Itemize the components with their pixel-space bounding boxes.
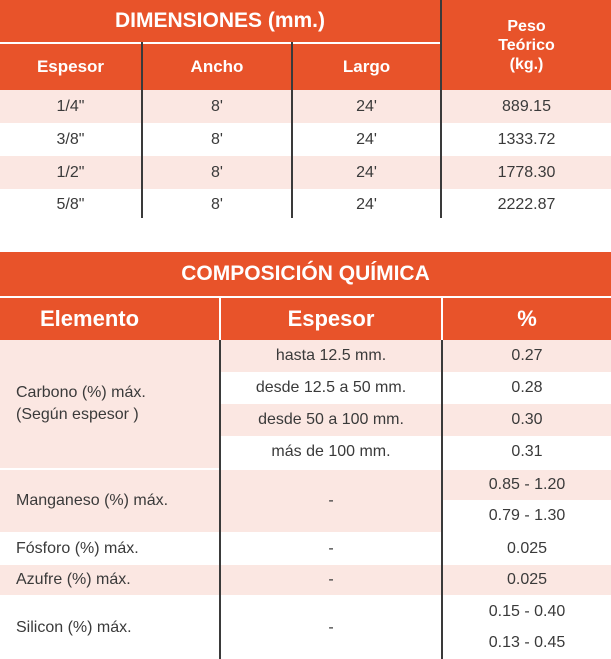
fosforo-label: Fósforo (%) máx. (16, 539, 139, 557)
table-cell: 0.31 (511, 443, 543, 460)
table-cell: 0.27 (511, 347, 543, 364)
composition-title: COMPOSICIÓN QUÍMICA (0, 252, 611, 296)
table-cell: 8' (211, 130, 223, 148)
carbono-label-line1: Carbono (%) máx. (16, 384, 146, 401)
weight-header-line2: Teórico (498, 36, 555, 54)
col-header-ancho: Ancho (143, 44, 291, 90)
table-cell: 24' (356, 130, 377, 148)
table-cell: - (328, 619, 334, 636)
table-cell: hasta 12.5 mm. (275, 347, 387, 364)
table-cell: 8' (211, 196, 223, 213)
table-cell: 0.025 (506, 539, 548, 557)
table-cell: 1/2" (56, 163, 85, 181)
carbono-label-line2: (Según espesor ) (16, 406, 139, 423)
col-header-espesor: Espesor (221, 298, 441, 340)
table-cell: 1/4" (56, 97, 85, 115)
table-cell: desde 12.5 a 50 mm. (255, 379, 407, 396)
table-cell: 24' (356, 196, 377, 213)
table-cell: 1778.30 (497, 163, 556, 181)
carbono-label (0, 340, 219, 468)
silicon-label: Silicon (%) máx. (16, 619, 132, 636)
table-cell: 0.28 (511, 379, 543, 396)
col-header-percent: % (443, 298, 611, 340)
azufre-label: Azufre (%) máx. (16, 571, 131, 588)
dimensions-table (0, 0, 611, 222)
col-header-largo: Largo (293, 44, 440, 90)
table-cell: desde 50 a 100 mm. (258, 411, 404, 428)
table-cell: 889.15 (502, 97, 551, 115)
table-cell: 5/8" (56, 196, 85, 213)
table-cell: 0.30 (511, 411, 543, 428)
col-header-espesor: Espesor (0, 44, 141, 90)
weight-header (442, 0, 611, 90)
table-cell: 1333.72 (497, 130, 556, 148)
table-cell: 0.13 - 0.45 (488, 634, 566, 651)
table-cell: - (328, 539, 334, 557)
dimensions-title: DIMENSIONES (mm.) (0, 0, 440, 42)
table-cell: 0.85 - 1.20 (488, 476, 566, 493)
table-cell: 0.79 - 1.30 (488, 507, 566, 524)
table-cell: 8' (211, 97, 223, 115)
table-cell: 0.15 - 0.40 (488, 603, 566, 620)
table-cell: 24' (356, 97, 377, 115)
table-cell: - (328, 492, 334, 509)
weight-header-line1: Peso (507, 17, 546, 35)
table-cell: 0.025 (506, 571, 548, 588)
table-cell: 3/8" (56, 130, 85, 148)
composition-table (0, 252, 611, 659)
table-cell: 2222.87 (497, 196, 556, 213)
manganeso-label: Manganeso (%) máx. (16, 492, 169, 509)
table-cell: - (328, 571, 334, 588)
weight-header-line3: (kg.) (509, 55, 544, 73)
header-divider (0, 42, 440, 44)
table-cell: 8' (211, 163, 223, 181)
table-cell: más de 100 mm. (271, 443, 391, 460)
table-cell: 24' (356, 163, 377, 181)
col-header-elemento: Elemento (0, 298, 219, 340)
